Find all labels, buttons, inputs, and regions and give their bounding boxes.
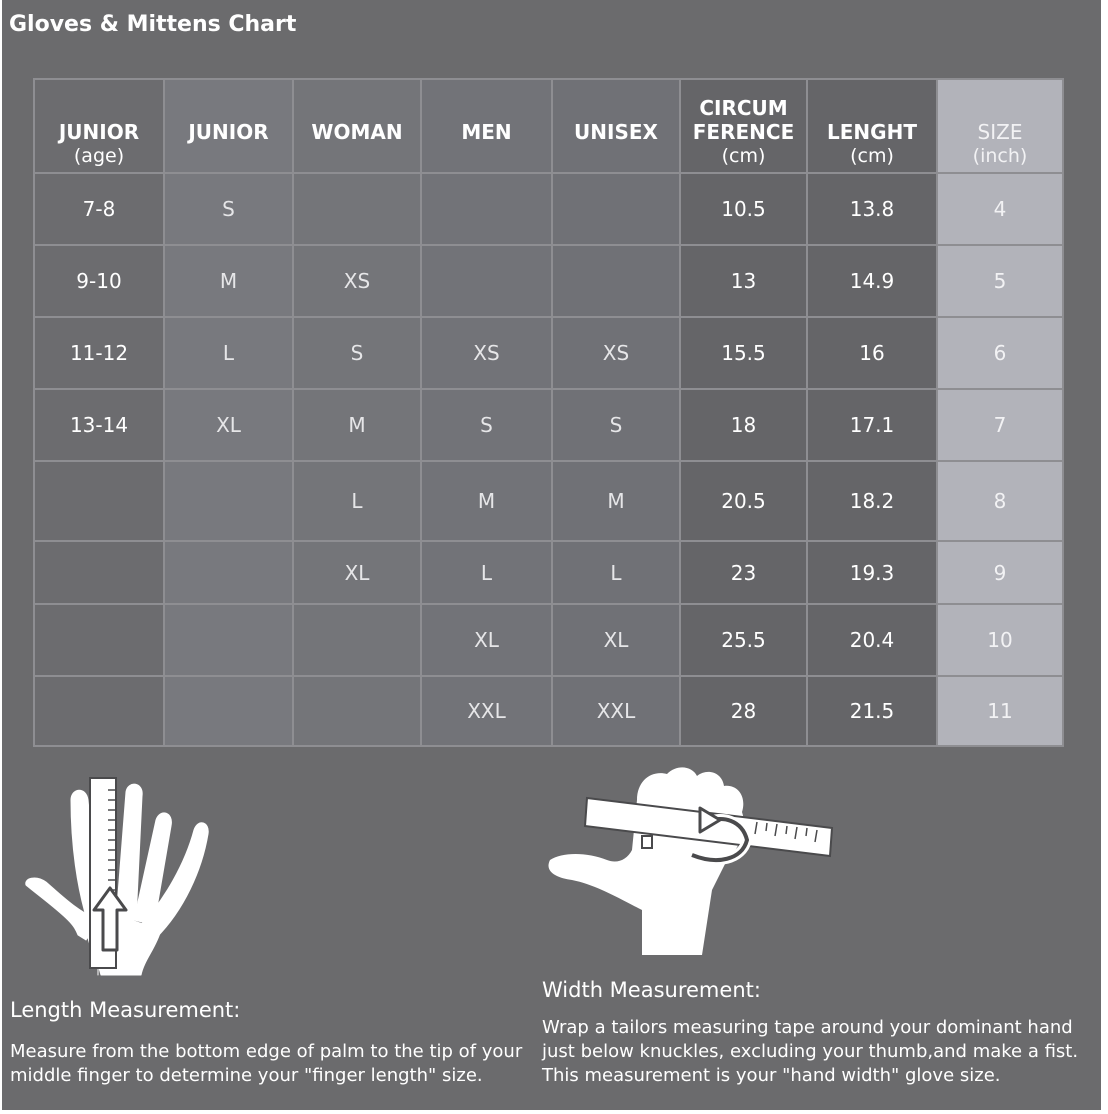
cell-unisex: XXL [552,676,680,746]
cell-size: 8 [937,461,1063,541]
cell-size: 11 [937,676,1063,746]
cell-woman [293,676,421,746]
cell-men [421,173,552,245]
cell-circumference: 25.5 [680,604,807,676]
cell-unisex: XS [552,317,680,389]
cell-length: 21.5 [807,676,937,746]
header-circumference: CIRCUM FERENCE (cm) [680,79,807,173]
cell-circumference: 28 [680,676,807,746]
header-junior-age: JUNIOR (age) [34,79,164,173]
table-row [34,317,1063,389]
header-unisex: UNISEX [552,79,680,173]
cell-unisex: S [552,389,680,461]
cell-unisex: L [552,541,680,604]
cell-length: 18.2 [807,461,937,541]
cell-junior-age [34,461,164,541]
cell-length: 20.4 [807,604,937,676]
table-row [34,676,1063,746]
cell-junior-age [34,676,164,746]
header-size: SIZE (inch) [937,79,1063,173]
cell-junior-age: 11-12 [34,317,164,389]
cell-men: M [421,461,552,541]
table-header-row [34,79,1063,173]
cell-size: 7 [937,389,1063,461]
table-row [34,541,1063,604]
cell-unisex [552,173,680,245]
cell-men: XL [421,604,552,676]
header-woman: WOMAN [293,79,421,173]
cell-junior [164,676,293,746]
cell-men: XS [421,317,552,389]
cell-men: S [421,389,552,461]
table-row [34,604,1063,676]
cell-unisex: M [552,461,680,541]
cell-men: XXL [421,676,552,746]
cell-junior-age [34,541,164,604]
cell-length: 19.3 [807,541,937,604]
header-length: LENGHT (cm) [807,79,937,173]
cell-size: 10 [937,604,1063,676]
cell-unisex [552,245,680,317]
width-measurement-text: Wrap a tailors measuring tape around your dominant hand just below knuckles, excluding your thumb,and make a fist. This measurement is your "hand width" glove size. [542,1017,1079,1086]
cell-woman: XL [293,541,421,604]
cell-junior-age: 7-8 [34,173,164,245]
width-measurement-title: Width Measurement: [542,978,761,1002]
cell-length: 13.8 [807,173,937,245]
cell-circumference: 18 [680,389,807,461]
length-measurement-title: Length Measurement: [10,998,241,1022]
cell-junior: XL [164,389,293,461]
cell-junior: M [164,245,293,317]
cell-circumference: 15.5 [680,317,807,389]
cell-men: L [421,541,552,604]
cell-size: 6 [937,317,1063,389]
cell-circumference: 13 [680,245,807,317]
cell-size: 4 [937,173,1063,245]
page-title: Gloves & Mittens Chart [9,12,297,37]
cell-circumference: 20.5 [680,461,807,541]
cell-junior [164,541,293,604]
cell-woman [293,604,421,676]
hand-ruler-length-icon [16,770,216,980]
cell-length: 17.1 [807,389,937,461]
cell-junior [164,604,293,676]
size-chart-sheet [2,0,1101,1110]
cell-junior-age: 9-10 [34,245,164,317]
cell-woman: XS [293,245,421,317]
cell-circumference: 10.5 [680,173,807,245]
cell-junior: L [164,317,293,389]
cell-woman: M [293,389,421,461]
table-row [34,245,1063,317]
cell-size: 5 [937,245,1063,317]
cell-junior: S [164,173,293,245]
cell-woman [293,173,421,245]
cell-woman: L [293,461,421,541]
table-row [34,173,1063,245]
length-measurement-text: Measure from the bottom edge of palm to the tip of your middle finger to determine your "finger length" size. [10,1041,523,1086]
cell-woman: S [293,317,421,389]
table-row [34,461,1063,541]
cell-size: 9 [937,541,1063,604]
header-men: MEN [421,79,552,173]
cell-men [421,245,552,317]
header-junior: JUNIOR [164,79,293,173]
size-chart-table [33,78,1064,747]
cell-circumference: 23 [680,541,807,604]
cell-junior-age [34,604,164,676]
cell-unisex: XL [552,604,680,676]
cell-length: 16 [807,317,937,389]
cell-length: 14.9 [807,245,937,317]
fist-ruler-width-icon [542,760,842,960]
cell-junior-age: 13-14 [34,389,164,461]
cell-junior [164,461,293,541]
table-row [34,389,1063,461]
